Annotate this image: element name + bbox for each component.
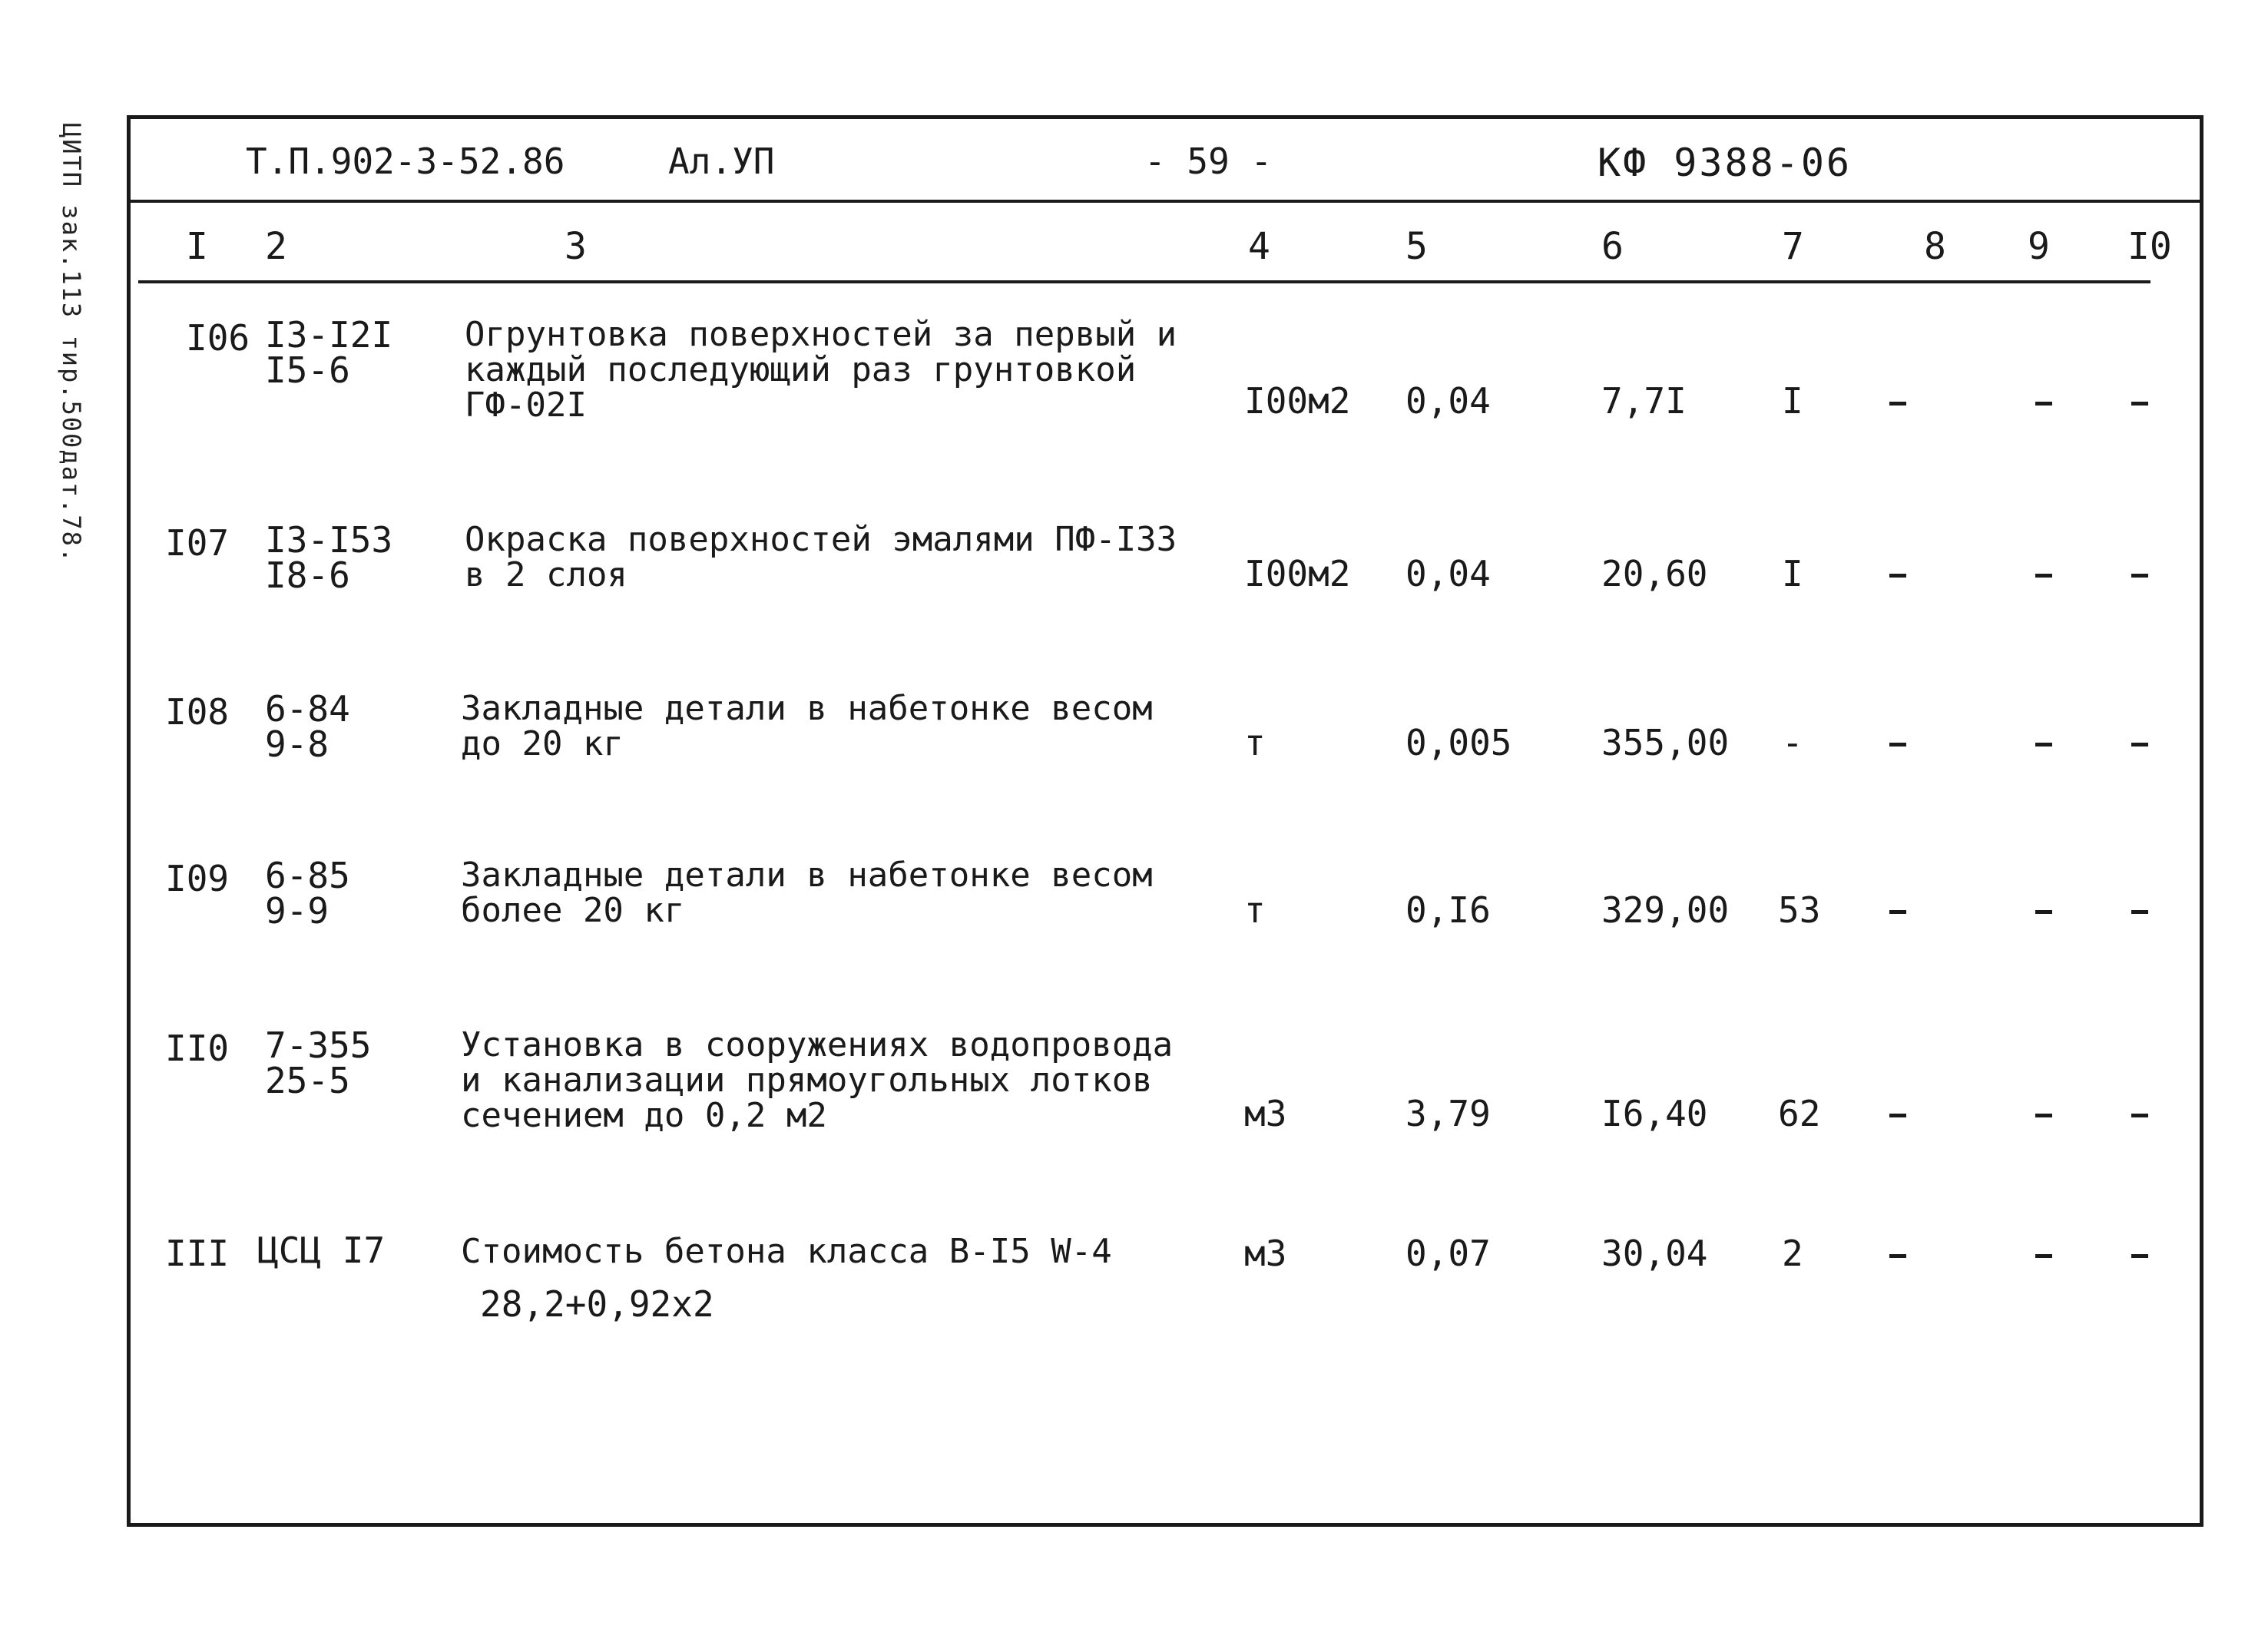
description-line: Установка в сооружениях водопровода [461, 1025, 1174, 1064]
row-number: I08 [165, 691, 230, 733]
rate-code [265, 688, 350, 765]
empty-dash [2035, 743, 2052, 746]
quantity: 0,07 [1405, 1233, 1491, 1274]
description-line: каждый последующий раз грунтовкой [465, 350, 1137, 389]
empty-dash [1889, 1114, 1906, 1117]
rate-code [265, 314, 393, 391]
quantity: 3,79 [1405, 1093, 1491, 1134]
rate-code-line: I5-6 [265, 349, 350, 391]
estimate-sheet [127, 115, 2203, 1527]
work-description [461, 691, 1153, 762]
empty-dash [2131, 1114, 2148, 1117]
column-number: 8 [1924, 225, 1946, 268]
description-line: и канализации прямоугольных лотков [461, 1061, 1153, 1100]
empty-dash [1889, 743, 1906, 746]
rate-code-line: 9-8 [265, 723, 329, 765]
column-number: 5 [1405, 225, 1428, 268]
row-number: III [165, 1233, 230, 1274]
work-description [461, 1234, 1112, 1270]
description-line: Стоимость бетона класса В-I5 W-4 [461, 1232, 1112, 1271]
empty-dash [2035, 1114, 2052, 1117]
column-7-value: 53 [1778, 889, 1821, 931]
empty-dash [1889, 910, 1906, 914]
rate-code-line: ЦСЦ I7 [257, 1230, 386, 1271]
column-number: 2 [265, 225, 287, 268]
column-7-value: - [1782, 722, 1803, 763]
work-description [465, 317, 1177, 423]
rate-code-line: 6-85 [265, 855, 350, 896]
column-7-value: 62 [1778, 1093, 1821, 1134]
unit: т [1244, 722, 1266, 763]
unit: I00м2 [1244, 553, 1351, 594]
unit: т [1244, 889, 1266, 931]
work-description [461, 1025, 1174, 1135]
quantity: 0,04 [1405, 553, 1491, 594]
rate-code-line: 7-355 [265, 1025, 372, 1066]
rate-code [257, 1230, 386, 1271]
column-number: 7 [1782, 225, 1804, 268]
rate-code-line: 25-5 [265, 1060, 350, 1101]
rate-code [265, 1025, 372, 1101]
quantity: 0,04 [1405, 380, 1491, 422]
rate-code-line: I3-I53 [265, 519, 393, 561]
row-number: I07 [165, 522, 230, 564]
rate-code-line: I3-I2I [265, 314, 393, 356]
description-line: до 20 кг [461, 724, 624, 763]
calculation-note: 28,2+0,92х2 [480, 1283, 714, 1325]
reference-number: КФ 9388-06 [1598, 141, 1852, 185]
work-description [461, 858, 1153, 929]
empty-dash [2035, 402, 2052, 406]
rate-code-line: 6-84 [265, 688, 350, 730]
unit-price: 20,60 [1601, 553, 1708, 594]
empty-dash [2035, 1254, 2052, 1258]
column-number: 3 [565, 225, 587, 268]
unit-price: 329,00 [1601, 889, 1730, 931]
page-number: - 59 - [1144, 141, 1273, 182]
unit: I00м2 [1244, 380, 1351, 422]
empty-dash [1889, 402, 1906, 406]
row-number: I06 [186, 317, 250, 359]
unit-price: I6,40 [1601, 1093, 1708, 1134]
description-line: Огрунтовка поверхностей за первый и [465, 315, 1177, 354]
rate-code-line: I8-6 [265, 554, 350, 596]
margin-stamp-note [55, 123, 117, 564]
unit: м3 [1244, 1233, 1287, 1274]
empty-dash [2035, 910, 2052, 914]
album-number: Ал.УП [668, 141, 775, 182]
empty-dash [2131, 910, 2148, 914]
column-number: 4 [1248, 225, 1270, 268]
column-number: I [186, 225, 208, 268]
rate-code [265, 519, 393, 596]
description-line: ГФ-02I [465, 386, 587, 425]
unit-price: 355,00 [1601, 722, 1730, 763]
description-line: в 2 слоя [465, 555, 627, 594]
description-line: Закладные детали в набетонке весом [461, 856, 1153, 895]
empty-dash [2035, 574, 2052, 578]
description-line: Закладные детали в набетонке весом [461, 689, 1153, 728]
margin-note-text: ЦИТП зак.113 тир.500дат.78. [57, 123, 86, 564]
unit: м3 [1244, 1093, 1287, 1134]
header-divider [131, 200, 2200, 203]
quantity: 0,005 [1405, 722, 1512, 763]
column-7-value: 2 [1782, 1233, 1803, 1274]
empty-dash [2131, 574, 2148, 578]
empty-dash [2131, 402, 2148, 406]
unit-price: 30,04 [1601, 1233, 1708, 1274]
column-header-divider [138, 280, 2150, 283]
column-7-value: I [1782, 553, 1803, 594]
work-description [465, 522, 1177, 593]
row-number: I09 [165, 858, 230, 899]
column-number: 6 [1601, 225, 1624, 268]
column-number: I0 [2127, 225, 2172, 268]
empty-dash [2131, 743, 2148, 746]
unit-price: 7,7I [1601, 380, 1687, 422]
row-number: II0 [165, 1028, 230, 1069]
empty-dash [2131, 1254, 2148, 1258]
document-code: Т.П.902-3-52.86 [246, 141, 565, 182]
empty-dash [1889, 1254, 1906, 1258]
rate-code [265, 855, 350, 932]
empty-dash [1889, 574, 1906, 578]
rate-code-line: 9-9 [265, 890, 329, 932]
column-7-value: I [1782, 380, 1803, 422]
description-line: Окраска поверхностей эмалями ПФ-I33 [465, 520, 1177, 559]
description-line: сечением до 0,2 м2 [461, 1096, 827, 1135]
quantity: 0,I6 [1405, 889, 1491, 931]
column-number: 9 [2028, 225, 2050, 268]
description-line: более 20 кг [461, 891, 685, 930]
